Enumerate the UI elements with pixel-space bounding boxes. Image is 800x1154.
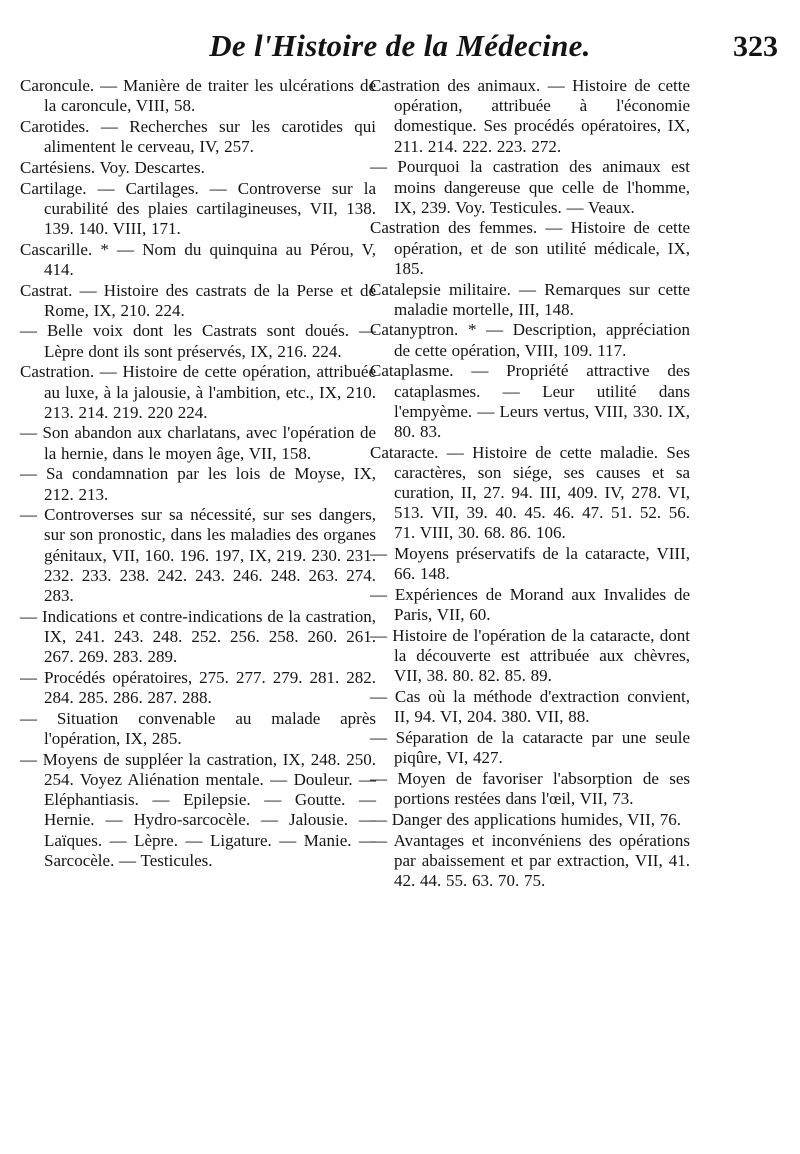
index-entry: Castration des femmes. — Histoire de cette opération, et de son utilité médicale, IX, 185. — [370, 218, 690, 278]
index-entry: — Avantages et inconvéniens des opérations par abaissement et par extraction, VII, 41. 42. 44. 55. 63. 70. 75. — [370, 830, 690, 890]
index-entry: Castration des animaux. — Histoire de cette opération, attribuée à l'économie domestique. Ses procédés opératoires, IX, 211. 214. 222. 223. 272. — [370, 76, 690, 156]
index-entry: — Cas où la méthode d'extraction convient, II, 94. VI, 204. 380. VII, 88. — [370, 687, 690, 727]
index-entry: Carotides. — Recherches sur les carotides qui alimentent le cerveau, IV, 257. — [20, 116, 376, 157]
index-entry: — Moyens préservatifs de la cataracte, VIII, 66. 148. — [370, 544, 690, 584]
index-entry: Cartésiens. Voy. Descartes. — [20, 157, 205, 177]
index-entry: Catalepsie militaire. — Remarques sur cette maladie mortelle, III, 148. — [370, 279, 690, 319]
index-entry: — Expériences de Morand aux Invalides de Paris, VII, 60. — [370, 585, 690, 625]
index-entry: — Séparation de la cataracte par une seule piqûre, VI, 427. — [370, 728, 690, 768]
index-entry: — Indications et contre-indications de la castration, IX, 241. 243. 248. 252. 256. 258. 260. 261. 267. 269. 283. 289. — [20, 606, 376, 667]
index-entry: — Pourquoi la castration des animaux est moins dangereuse que celle de l'homme, IX, 239. Voy. Testicules. — Veaux. — [370, 157, 690, 217]
index-entry: Cataracte. — Histoire de cette maladie. Ses caractères, son siége, ses causes et sa curation, II, 27. 94. III, 409. IV, 278. VI, 513. VII, 39. 40. 45. 46. 47. 51. 52. 56. 71. VIII, 30. 68. 86. 106. — [370, 442, 690, 543]
index-entry: Catanyptron. * — Description, appréciation de cette opération, VIII, 109. 117. — [370, 320, 690, 360]
index-column-left — [20, 76, 376, 871]
index-entry: Castrat. — Histoire des castrats de la Perse et de Rome, IX, 210. 224. — [20, 280, 376, 320]
index-entry: Cartilage. — Cartilages. — Controverse sur la curabilité des plaies cartilagineuses, VII, 138. 139. 140. VIII, 171. — [20, 178, 376, 238]
page-number: 323 — [733, 30, 778, 63]
index-entry: — Procédés opératoires, 275. 277. 279. 281. 282. 284. 285. 286. 287. 288. — [20, 667, 376, 708]
index-entry: — Sa condamnation par les lois de Moyse, IX, 212. 213. — [20, 464, 376, 504]
index-entry: — Situation convenable au malade après l'opération, IX, 285. — [20, 708, 376, 748]
index-column-right — [370, 76, 690, 892]
running-header — [0, 28, 800, 74]
index-entry: — Danger des applications humides, VII, 76. — [370, 809, 681, 829]
index-entry: — Son abandon aux charlatans, avec l'opération de la hernie, dans le moyen âge, VII, 158. — [20, 423, 376, 463]
index-entry: Cataplasme. — Propriété attractive des cataplasmes. — Leur utilité dans l'empyème. — Leurs vertus, VIII, 330. IX, 80. 83. — [370, 361, 690, 441]
index-entry: — Histoire de l'opération de la cataracte, dont la découverte est attribuée aux chèvres, VII, 38. 80. 82. 85. 89. — [370, 625, 690, 686]
index-entry: Caroncule. — Manière de traiter les ulcérations de la caroncule, VIII, 58. — [20, 76, 376, 116]
index-entry: Cascarille. * — Nom du quinquina au Pérou, V, 414. — [20, 239, 376, 279]
index-entry: Castration. — Histoire de cette opération, attribuée au luxe, à la jalousie, à l'ambition, etc., IX, 210. 213. 214. 219. 220 224. — [20, 362, 376, 422]
index-entry: — Controverses sur sa nécessité, sur ses dangers, sur son pronostic, dans les maladies des organes génitaux, VII, 160. 196. 197, IX, 219. 230. 231. 232. 233. 238. 242. 243. 246. 248. 263. 274. 283. — [20, 505, 376, 606]
running-title: De l'Histoire de la Médecine. — [209, 28, 591, 63]
index-entry: — Moyens de suppléer la castration, IX, 248. 250. 254. Voyez Aliénation mentale. — Douleur. — Eléphantiasis. — Epilepsie. — Goutte. — Hernie. — Hydro-sarcocèle. — Jalousie. — Laïques. — Lèpre. — Ligature. — Manie. — Sarcocèle. — Testicules. — [20, 749, 376, 870]
index-entry: — Moyen de favoriser l'absorption de ses portions restées dans l'œil, VII, 73. — [370, 768, 690, 809]
index-entry: — Belle voix dont les Castrats sont doués. — Lèpre dont ils sont préservés, IX, 216. 224. — [20, 321, 376, 361]
